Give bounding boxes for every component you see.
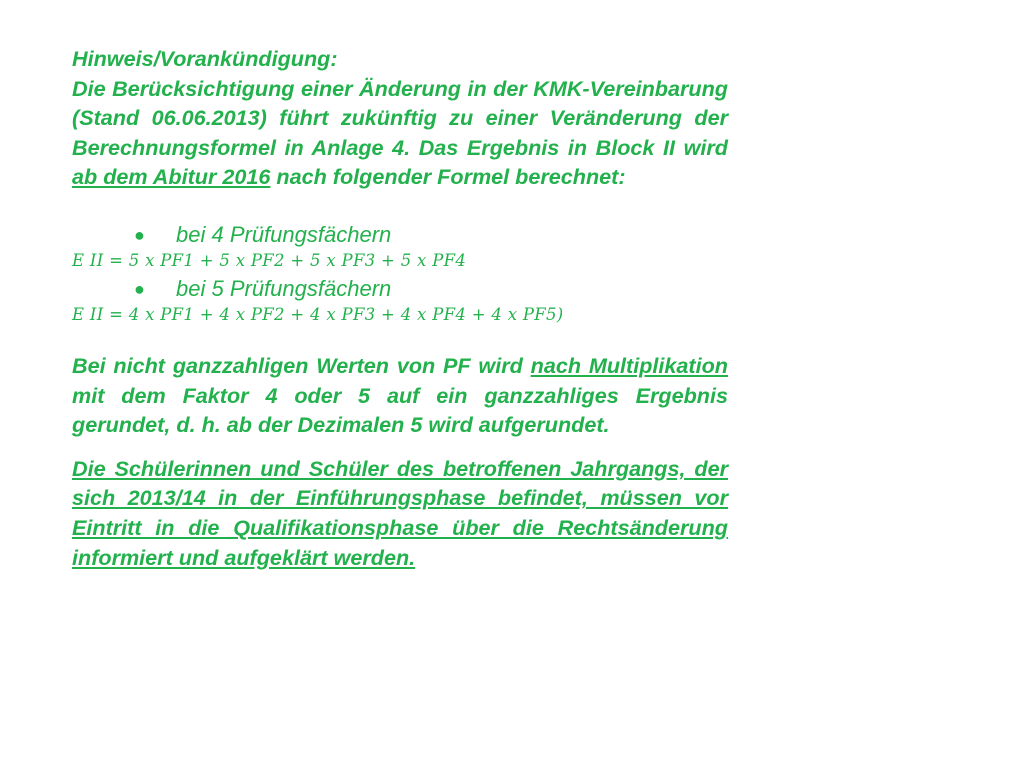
rounding-text-2: mit dem Faktor 4 oder 5 auf ein ganzzahliges Ergebnis gerundet, d. h. ab der Dezimalen 5 wird aufgerundet. — [72, 382, 728, 438]
bullet-label: bei 4 Prüfungsfächern — [176, 221, 392, 247]
formula-5-subjects: E II = 4 x PF1 + 4 x PF2 + 4 x PF3 + 4 x PF4 + 4 x PF5) — [72, 304, 564, 324]
spacer — [72, 440, 728, 454]
spacer — [72, 329, 728, 351]
formula-4-subjects: E II = 5 x PF1 + 5 x PF2 + 5 x PF3 + 5 x PF4 — [72, 250, 467, 270]
bullet-icon: ● — [134, 224, 145, 245]
intro-underlined-text: ab dem Abitur 2016 — [72, 164, 271, 190]
bullet-item-4-subjects — [72, 221, 728, 249]
intro-paragraph — [72, 74, 728, 192]
rounding-underlined-text: nach Multiplikation — [530, 352, 729, 378]
rounding-paragraph — [72, 351, 728, 440]
intro-text-1: Die Berücksichtigung einer Änderung in der KMK-Vereinbarung (Stand 06.06.2013) führt zukünftig zu einer Veränderung der Berechnungsformel in Anlage 4. Das Ergebnis in Block II wird — [72, 75, 728, 160]
bullet-label: bei 5 Prüfungsfächern — [176, 275, 392, 301]
spacer — [72, 192, 728, 221]
rounding-text-1: Bei nicht ganzzahligen Werten von PF wird — [72, 352, 531, 378]
notice-heading: Hinweis/Vorankündigung: — [72, 46, 338, 71]
closing-paragraph: Die Schülerinnen und Schüler des betroffenen Jahrgangs, der sich 2013/14 in der Einführungsphase befindet, müssen vor Eintritt in die Qualifikationsphase über die Rechtsänderung informiert und aufgeklärt werden. — [72, 455, 728, 570]
bullet-icon: ● — [134, 278, 145, 299]
notice-block — [72, 44, 728, 572]
intro-text-2: nach folgender Formel berechnet: — [270, 164, 626, 190]
bullet-item-5-subjects — [72, 275, 728, 303]
